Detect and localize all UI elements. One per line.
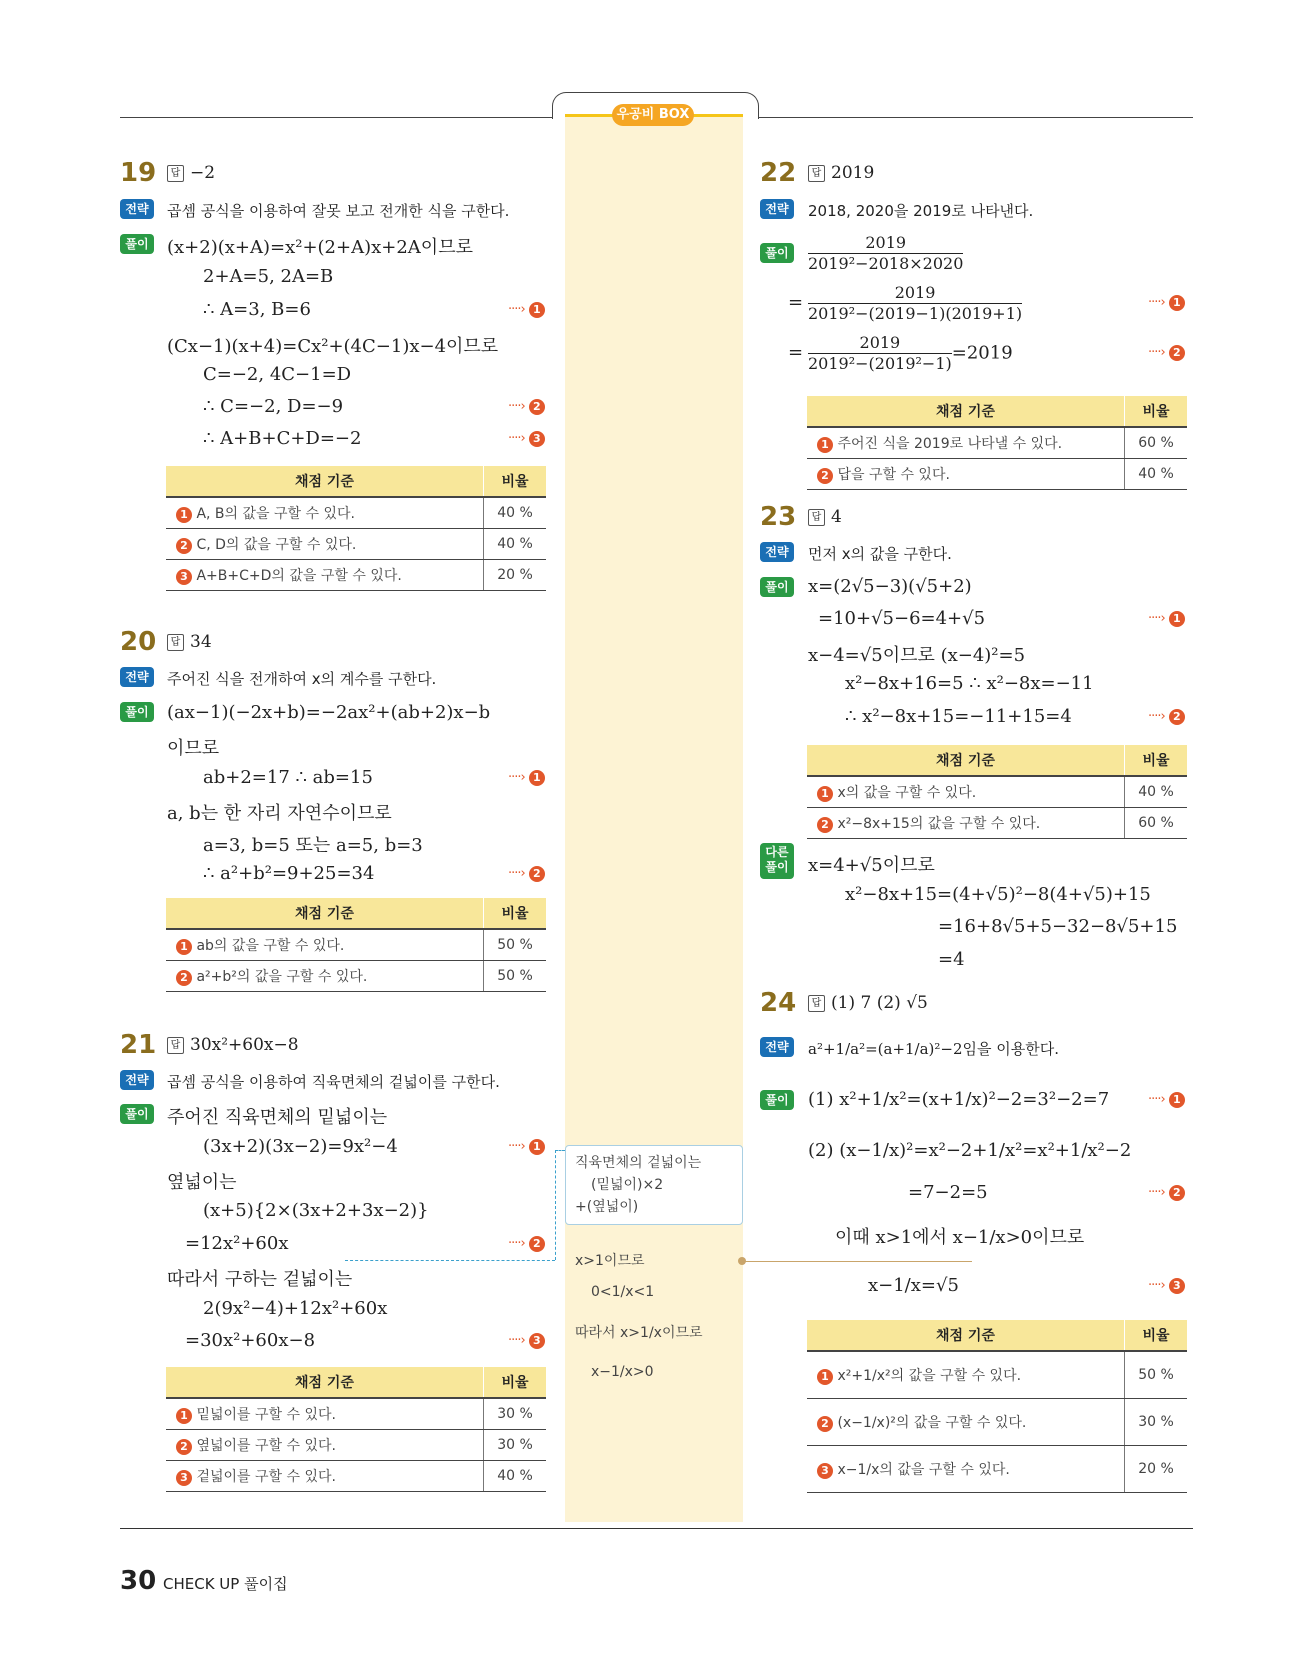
solution-line: =4 [938,949,965,970]
solution-tag: 풀이 [760,1090,794,1110]
solution-line: =10+√5−6=4+√5 [818,608,986,629]
question-number: 21 [120,1030,157,1060]
answer-icon: 답 [167,1037,184,1054]
answer-icon: 답 [167,634,184,651]
side-note-line: x−1/x>0 [591,1364,654,1380]
strategy-text: 곱셈 공식을 이용하여 직육면체의 겉넓이를 구한다. [167,1073,500,1091]
side-note-line: (밑넓이)×2 [591,1177,664,1193]
step-marker: ····› 1 [1148,295,1185,311]
solution-line: ∴ x²−8x+15=−11+15=4 [845,706,1072,727]
solution-line: x=4+√5이므로 [808,855,935,876]
solution-line: 2(9x²−4)+12x²+60x [203,1298,388,1319]
strategy-tag: 전략 [120,1070,154,1090]
strategy-text: 곱셈 공식을 이용하여 잘못 보고 전개한 식을 구한다. [167,202,510,220]
solution-line: C=−2, 4C−1=D [203,364,352,385]
solution-line: ab+2=17 ∴ ab=15 [203,767,373,788]
solution-tag: 풀이 [120,702,154,722]
fraction: $\frac{2019}{\text{2019²−2018×2020}}$ [808,233,964,273]
strategy-tag: 전략 [760,542,794,562]
solution-line: x−4=√5이므로 (x−4)²=5 [808,645,1026,666]
step-marker: ····› 3 [1148,1278,1185,1294]
solution-line: (Cx−1)(x+4)=Cx²+(4C−1)x−4이므로 [167,336,499,357]
solution-line: (ax−1)(−2x+b)=−2ax²+(ab+2)x−b [167,702,491,723]
side-note-line: x>1이므로 [575,1253,645,1269]
question-number: 23 [760,502,797,532]
solution-line: (x+5){2×(3x+2+3x−2)} [203,1200,429,1221]
answer: 답 34 [167,632,212,652]
solution-line: =12x²+60x [185,1233,289,1254]
step-marker: ····› 1 [1148,611,1185,627]
step-marker: ····› 3 [508,431,545,447]
question-number: 20 [120,627,157,657]
solution-line: (x+2)(x+A)=x²+(2+A)x+2A이므로 [167,237,473,258]
solution-line: 2+A=5, 2A=B [203,266,334,287]
solution-line: (3x+2)(3x−2)=9x²−4 [203,1136,398,1157]
solution-line: 주어진 직육면체의 밑넓이는 [167,1107,388,1128]
solution-line: 이므로 [167,738,220,759]
solution-line: a=3, b=5 또는 a=5, b=3 [203,835,423,856]
solution-line: (1) x²+1/x²=(x+1/x)²−2=3²−2=7 [808,1089,1110,1110]
step-marker: ····› 1 [1148,1092,1185,1108]
solution-line: =16+8√5+5−32−8√5+15 [938,916,1178,937]
strategy-text: 먼저 x의 값을 구한다. [808,545,952,563]
grading-table: 채점 기준 비율 1 밑넓이를 구할 수 있다. 30 % 2 옆넓이를 구할 수 있다. 30 % 3 겉넓이를 구할 수 있다. 40 % [166,1367,546,1492]
step-marker: ····› 2 [1148,1185,1185,1201]
question-number: 24 [760,988,797,1018]
step-marker: ····› 3 [508,1333,545,1349]
strategy-text: 2018, 2020을 2019로 나타낸다. [808,202,1034,220]
solution-line: a, b는 한 자리 자연수이므로 [167,803,392,824]
step-marker: ····› 2 [1148,709,1185,725]
woogongbi-box-label: 우공비 BOX [612,104,694,126]
solution-line: (2) (x−1/x)²=x²−2+1/x²=x²+1/x²−2 [808,1140,1132,1161]
answer-icon: 답 [808,509,825,526]
solution-line: ∴ A+B+C+D=−2 [203,428,362,449]
step-marker: ····› 2 [1148,345,1185,361]
side-note-line: 따라서 x>1/x이므로 [575,1325,703,1341]
side-note-line: 0<1/x<1 [591,1284,655,1300]
strategy-text: 주어진 식을 전개하여 x의 계수를 구한다. [167,670,437,688]
solution-line: 옆넓이는 [167,1172,237,1193]
solution-tag: 풀이 [120,234,154,254]
strategy-tag: 전략 [760,199,794,219]
side-note-line: +(옆넓이) [575,1199,639,1215]
solution-line: =30x²+60x−8 [185,1330,316,1351]
step-marker: ····› 1 [508,770,545,786]
solution-line: ∴ C=−2, D=−9 [203,396,344,417]
alt-solution-tag: 다른 풀이 [760,843,794,879]
question-number: 22 [760,158,797,188]
solution-line: x²−8x+15=(4+√5)²−8(4+√5)+15 [845,884,1151,905]
solution-tag: 풀이 [760,243,794,263]
step-marker: ····› 1 [508,302,545,318]
solution-tag: 풀이 [120,1104,154,1124]
solution-line: x−1/x=√5 [868,1275,959,1296]
solution-tag: 풀이 [760,577,794,597]
step-marker: ····› 1 [508,1139,545,1155]
strategy-tag: 전략 [760,1037,794,1057]
answer: 답 (1) 7 (2) √5 [808,993,928,1013]
solution-line: =7−2=5 [908,1182,988,1203]
fraction: $\frac{2019}{\text{2019²−(2019²−1)}}$ =2019 [808,333,1013,373]
solution-line: ∴ A=3, B=6 [203,299,311,320]
answer-icon: 답 [808,165,825,182]
question-number: 19 [120,158,157,188]
solution-line: x²−8x+16=5 ∴ x²−8x=−11 [845,673,1094,694]
grading-table: 채점 기준 비율 1 x²+1/x²의 값을 구할 수 있다. 50 % 2 (x−1/x)²의 값을 구할 수 있다. 30 % 3 x−1/x의 값을 구할 수 있다. 20 % [807,1320,1187,1493]
grading-table: 채점 기준 비율 1 주어진 식을 2019로 나타낼 수 있다. 60 % 2 답을 구할 수 있다. 40 % [807,396,1187,490]
solution-line: ∴ a²+b²=9+25=34 [203,863,375,884]
solution-line: 따라서 구하는 겉넓이는 [167,1269,353,1290]
answer-icon: 답 [808,995,825,1012]
book-title: CHECK UP 풀이집 [163,1575,288,1593]
grading-table: 채점 기준 비율 1 ab의 값을 구할 수 있다. 50 % 2 a²+b²의 값을 구할 수 있다. 50 % [166,898,546,992]
grading-table: 채점 기준 비율 1 x의 값을 구할 수 있다. 40 % 2 x²−8x+15의 값을 구할 수 있다. 60 % [807,745,1187,839]
woogongbi-box-column [565,117,743,1522]
step-marker: ····› 2 [508,866,545,882]
strategy-tag: 전략 [120,199,154,219]
fraction: $\frac{2019}{\text{2019²−(2019−1)(2019+1)}}$ [808,283,1023,323]
answer-icon: 답 [167,165,184,182]
solution-line: 이때 x>1에서 x−1/x>0이므로 [835,1227,1085,1248]
solution-line: x=(2√5−3)(√5+2) [808,576,972,597]
strategy-tag: 전략 [120,667,154,687]
strategy-text: a²+1/a²=(a+1/a)²−2임을 이용한다. [808,1040,1060,1058]
answer: 답 30x²+60x−8 [167,1035,299,1055]
step-marker: ····› 2 [508,1236,545,1252]
answer: 답 2019 [808,163,874,183]
step-marker: ····› 2 [508,399,545,415]
grading-table: 채점 기준 비율 1 A, B의 값을 구할 수 있다. 40 % 2 C, D의 값을 구할 수 있다. 40 % 3 A+B+C+D의 값을 구할 수 있다. 20 % [166,466,546,591]
side-note-line: 직육면체의 겉넓이는 [575,1155,702,1171]
answer: 답 4 [808,507,842,527]
answer: 답 −2 [167,163,215,183]
page-number: 30 [120,1566,157,1596]
